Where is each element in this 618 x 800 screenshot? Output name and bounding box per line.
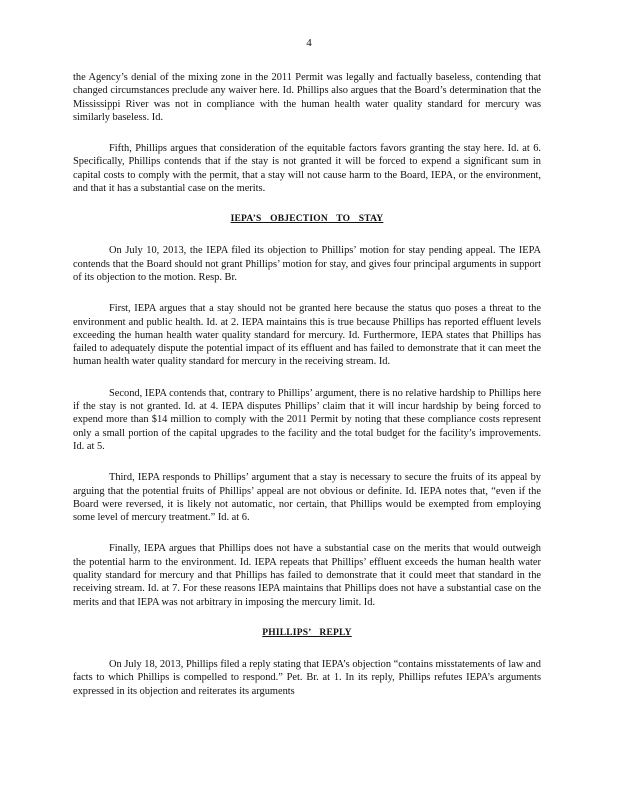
section-heading-iepa-objection: IEPA’S OBJECTION TO STAY (230, 214, 384, 225)
paragraph-5: Second, IEPA contends that, contrary to Phillips’ argument, there is no relative hardship to Phillips here if the stay is not granted. Id. at 4. IEPA disputes Phillips’ claim that it will incur hardship by being forced to expend more than $14 million to comply with the 2011 Permit by noting that these compliance costs represent only a small portion of the capital upgrades to the facility and the total budget for the facility’s improvements. Id. at 5. (73, 387, 541, 452)
paragraph-3: On July 10, 2013, the IEPA filed its objection to Phillips’ motion for stay pending appeal. The IEPA contends that the Board should not grant Phillips’ motion for stay, and gives four principal arguments in support of its objection to the motion. Resp. Br. (73, 245, 541, 283)
page-number: 4 (306, 37, 312, 49)
paragraph-1: the Agency’s denial of the mixing zone in the 2011 Permit was legally and factually baseless, contending that changed circumstances preclude any waiver here. Id. Phillips also argues that the Board’s determination that the Mississippi River was not in compliance with the human health water quality standard for mercury was similarly baseless. Id. (73, 72, 541, 123)
paragraph-4: First, IEPA argues that a stay should not be granted here because the status quo poses a threat to the environment and public health. Id. at 2. IEPA maintains this is true because Phillips has reported effluent levels exceeding the human health water quality standard for mercury. Id. Furthermore, IEPA states that Phillips has failed to adequately dispute the potential impact of its effluent and has failed to demonstrate that it can meet the human health water quality standard for mercury in the receiving stream. Id. (73, 303, 541, 368)
section-heading-phillips-reply: PHILLIPS’ REPLY (262, 627, 352, 638)
paragraph-7: Finally, IEPA argues that Phillips does not have a substantial case on the merits that would outweigh the potential harm to the environment. Id. IEPA repeats that Phillips’ effluent exceeds the human health water quality standard for mercury and that Phillips has failed to demonstrate that it could meet that standard in the receiving stream. Id. at 7. For these reasons IEPA maintains that Phillips does not have a substantial case on the merits and that IEPA was not arbitrary in imposing the mercury limit. Id. (73, 543, 541, 608)
document-body (73, 71, 541, 716)
paragraph-6: Third, IEPA responds to Phillips’ argument that a stay is necessary to secure the fruits of its appeal by arguing that the potential fruits of Phillips’ appeal are not obvious or definite. Id. IEPA notes that, “even if the Board were reversed, it is likely not automatic, nor certain, that Phillips would be exempted from employing some level of mercury treatment.” Id. at 6. (73, 472, 541, 524)
paragraph-8: On July 18, 2013, Phillips filed a reply stating that IEPA’s objection “contains misstatements of law and facts to which Phillips is compelled to respond.” Pet. Br. at 1. In its reply, Phillips refutes IEPA’s arguments expressed in its objection and reiterates its arguments (73, 658, 541, 697)
paragraph-2: Fifth, Phillips argues that consideration of the equitable factors favors granting the stay here. Id. at 6. Specifically, Phillips contends that if the stay is not granted it will be forced to expend a significant sum in capital costs to comply with the permit, that a stay will not cause harm to the Board, IEPA, or the environment, and that it has a substantial case on the merits. (73, 143, 541, 195)
